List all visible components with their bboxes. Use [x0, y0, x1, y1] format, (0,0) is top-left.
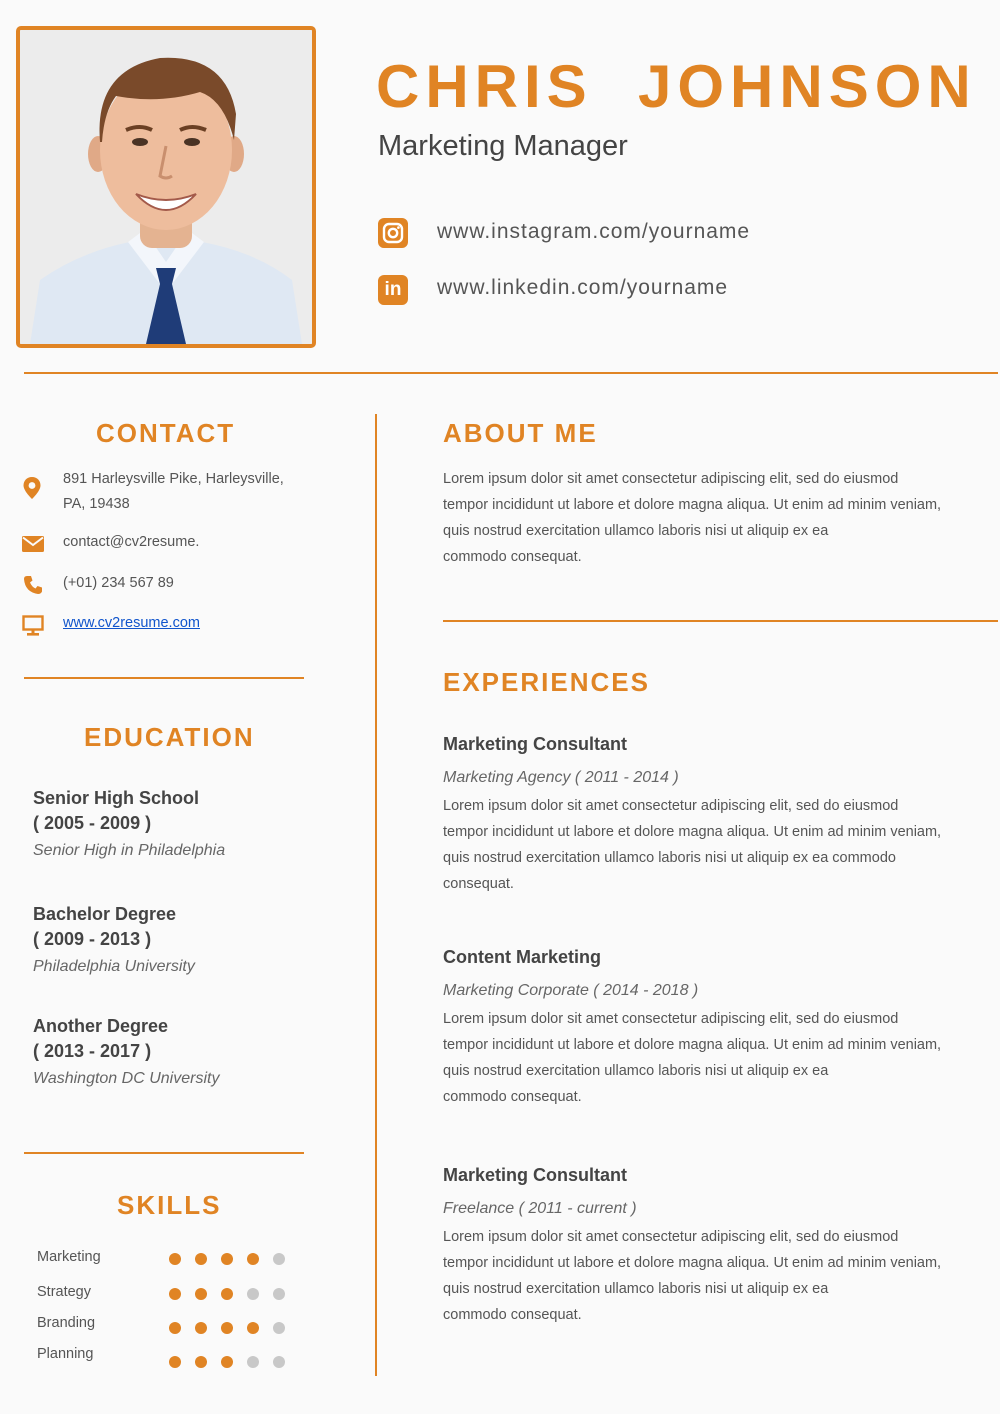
skill-dot-filled: [195, 1322, 207, 1334]
skill-dot-filled: [221, 1288, 233, 1300]
experience-line: consequat.: [443, 876, 514, 892]
skill-label: Marketing: [37, 1249, 101, 1265]
skill-label: Branding: [37, 1315, 96, 1331]
experience-line: quis nostrud exercitation ullamco laboris nisi ut aliquip ex ea: [443, 1063, 829, 1079]
experience-item: [443, 734, 983, 897]
skill-dot-empty: [273, 1322, 285, 1334]
experience-title: Marketing Consultant: [443, 734, 628, 754]
education-heading: EDUCATION: [84, 722, 255, 752]
experience-description: [443, 1006, 983, 1110]
experiences-heading: EXPERIENCES: [443, 667, 650, 697]
experience-line: commodo consequat.: [443, 1307, 582, 1323]
education-item: [33, 1014, 219, 1088]
education-years: ( 2009 - 2013 ): [33, 929, 152, 949]
instagram-link[interactable]: www.instagram.com/yourname: [437, 220, 751, 243]
education-place: Senior High in Philadelphia: [33, 842, 226, 859]
education-divider: [24, 1152, 304, 1154]
contact-divider: [24, 677, 304, 679]
phone-text[interactable]: (+01) 234 567 89: [63, 575, 174, 591]
skill-dot-empty: [247, 1356, 259, 1368]
skill-dot-filled: [169, 1288, 181, 1300]
experience-sub: Freelance ( 2011 - current ): [443, 1200, 637, 1217]
education-place: Washington DC University: [33, 1070, 220, 1087]
address-line-2: PA, 19438: [63, 496, 130, 512]
email-text[interactable]: contact@cv2resume.: [63, 534, 200, 550]
education-item: [33, 786, 225, 860]
skill-dot-empty: [273, 1288, 285, 1300]
monitor-icon: [22, 615, 44, 642]
skill-dot-filled: [195, 1253, 207, 1265]
experience-line: tempor incididunt ut labore et dolore magna aliqua. Ut enim ad minim veniam,: [443, 1037, 942, 1053]
experience-line: commodo consequat.: [443, 1089, 582, 1105]
skill-dot-filled: [247, 1322, 259, 1334]
about-line: tempor incididunt ut labore et dolore magna aliqua. Ut enim ad minim veniam,: [443, 497, 942, 513]
about-line: commodo consequat.: [443, 549, 582, 565]
about-line: quis nostrud exercitation ullamco laboris nisi ut aliquip ex ea: [443, 523, 829, 539]
experience-item: [443, 1165, 983, 1328]
skill-dot-filled: [169, 1356, 181, 1368]
experience-title: Content Marketing: [443, 947, 602, 967]
education-title: Bachelor Degree: [33, 904, 177, 924]
job-title: Marketing Manager: [378, 130, 628, 162]
column-divider: [375, 414, 377, 1376]
contact-heading: CONTACT: [96, 418, 236, 448]
experience-sub: Marketing Agency ( 2011 - 2014 ): [443, 769, 679, 786]
skill-dot-empty: [273, 1356, 285, 1368]
experience-line: Lorem ipsum dolor sit amet consectetur adipiscing elit, sed do eiusmod: [443, 1011, 899, 1027]
experience-line: tempor incididunt ut labore et dolore magna aliqua. Ut enim ad minim veniam,: [443, 1255, 942, 1271]
skill-dot-filled: [247, 1253, 259, 1265]
education-years: ( 2005 - 2009 ): [33, 813, 152, 833]
address-line-1: 891 Harleysville Pike, Harleysville,: [63, 471, 284, 487]
experience-sub: Marketing Corporate ( 2014 - 2018 ): [443, 982, 699, 999]
about-line: Lorem ipsum dolor sit amet consectetur adipiscing elit, sed do eiusmod: [443, 471, 899, 487]
experience-title: Marketing Consultant: [443, 1165, 628, 1185]
skills-heading: SKILLS: [117, 1190, 222, 1220]
skill-dot-empty: [273, 1253, 285, 1265]
website-link[interactable]: www.cv2resume.com: [63, 615, 200, 631]
skill-dot-filled: [169, 1322, 181, 1334]
phone-icon: [23, 575, 43, 600]
education-title: Another Degree: [33, 1016, 169, 1036]
skill-dot-filled: [221, 1253, 233, 1265]
location-icon: [22, 476, 42, 505]
about-heading: ABOUT ME: [443, 418, 598, 448]
skill-dot-filled: [221, 1322, 233, 1334]
experience-description: [443, 1224, 983, 1328]
linkedin-icon-text: in: [384, 279, 402, 300]
education-item: [33, 902, 195, 976]
skill-dot-filled: [169, 1253, 181, 1265]
skill-dot-filled: [221, 1356, 233, 1368]
experience-line: Lorem ipsum dolor sit amet consectetur adipiscing elit, sed do eiusmod: [443, 798, 899, 814]
linkedin-link[interactable]: www.linkedin.com/yourname: [437, 276, 729, 299]
instagram-icon[interactable]: [378, 218, 408, 248]
skill-label: Planning: [37, 1346, 94, 1362]
candidate-name: CHRIS JOHNSON: [376, 53, 977, 120]
education-place: Philadelphia University: [33, 958, 195, 975]
experience-item: [443, 947, 983, 1110]
email-icon: [22, 536, 44, 557]
skill-dot-filled: [195, 1356, 207, 1368]
skill-dot-filled: [195, 1288, 207, 1300]
experience-line: quis nostrud exercitation ullamco laboris nisi ut aliquip ex ea commodo: [443, 850, 896, 866]
education-years: ( 2013 - 2017 ): [33, 1041, 152, 1061]
skill-dot-empty: [247, 1288, 259, 1300]
about-text: [443, 466, 983, 570]
experience-line: quis nostrud exercitation ullamco laboris nisi ut aliquip ex ea: [443, 1281, 829, 1297]
linkedin-icon[interactable]: [378, 275, 408, 305]
skill-label: Strategy: [37, 1284, 91, 1300]
about-divider: [443, 620, 998, 622]
education-title: Senior High School: [33, 788, 200, 808]
header-divider: [24, 372, 998, 374]
profile-photo: [16, 26, 316, 348]
experience-line: tempor incididunt ut labore et dolore magna aliqua. Ut enim ad minim veniam,: [443, 824, 942, 840]
experience-description: [443, 793, 983, 897]
experience-line: Lorem ipsum dolor sit amet consectetur adipiscing elit, sed do eiusmod: [443, 1229, 899, 1245]
